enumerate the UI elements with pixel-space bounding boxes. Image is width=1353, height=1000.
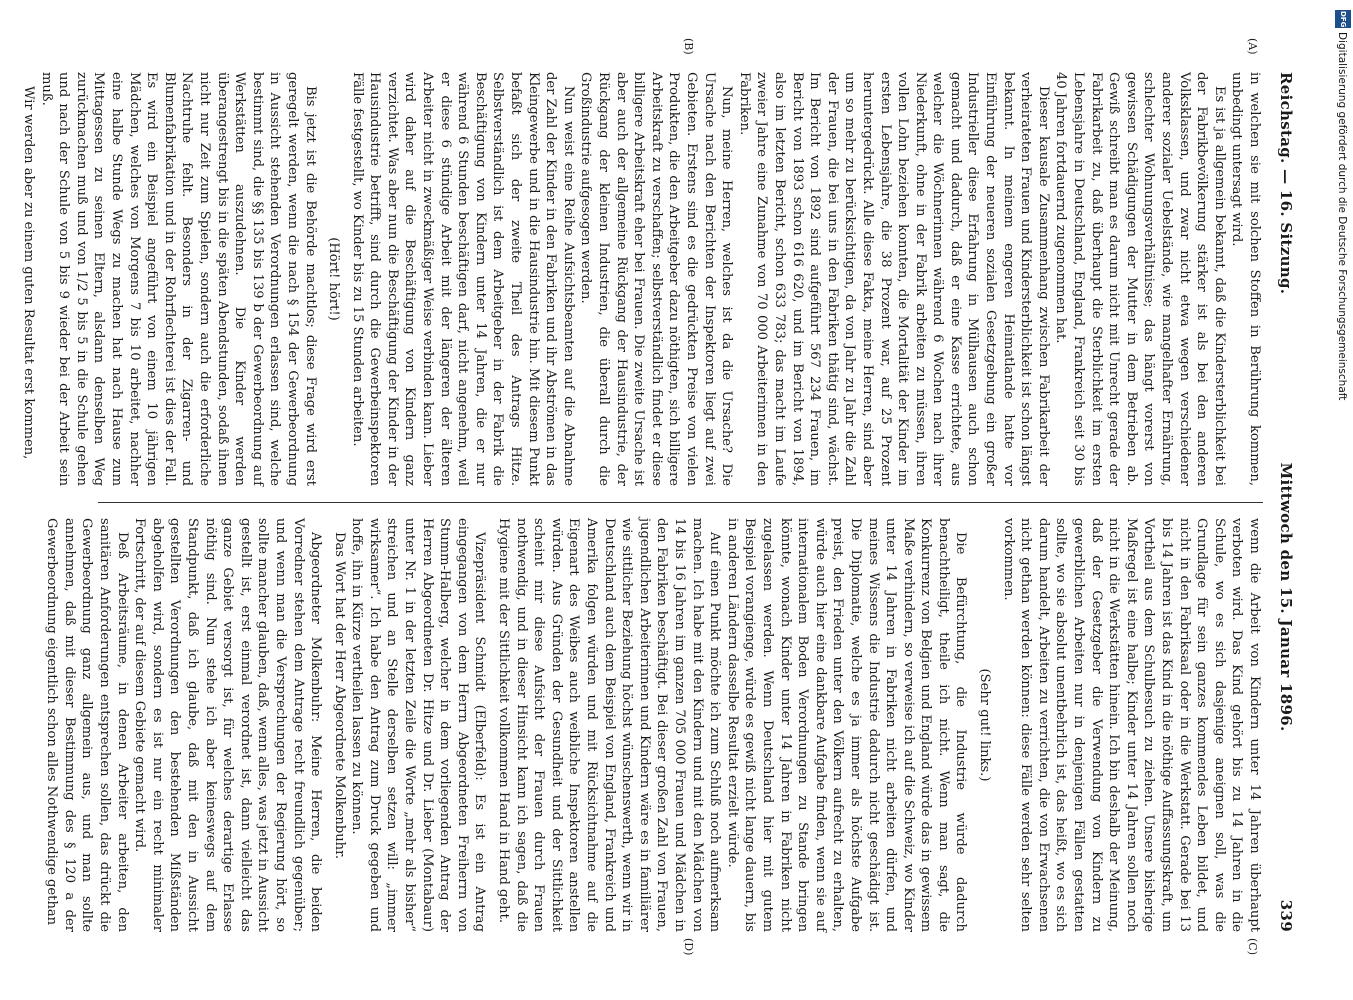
left-paragraph-3: Dieser kausale Zusammenhang zwischen Fabrikarbeit der verheirateten Frauen und Kindersterblichkeit ist schon längst bekannt. In meinem engeren Heimatlande hatte vor Einführung der neueren sozialen Gesetzgebung ein großer Industrieller diese Erfahrung in Mülhausen auch schon gemacht und dadurch, daß er eine Kasse errichtete, aus welcher die Wöchnerinnen während 6 Wochen nach ihrer Niederkunft, ohne in der Fabrik arbeiten zu müssen, ihren vollen Lohn beziehen konnten, die Mortalität der Kinder im ersten Lebensjahre, die 38 Prozent war, auf 25 Prozent heruntergedrückt. Alle diese Fakta, meine Herren, sind aber um so mehr zu berücksichtigen, da von Jahr zu Jahr die Zahl der Frauen, die bei uns in den Fabriken thätig sind, wächst. Im Bericht von 1892 sind aufgeführt 567 234 Frauen, im Bericht von 1893 schon 616 620, und im Bericht von 1894, also im letzten Bericht, schon 633 783; das macht im Laufe zweier Jahre eine Zunahme von 70 000 Arbeiterinnen in den Fabriken. <box>736 72 1051 486</box>
left-paragraph-1: in welchen sie mit solchen Stoffen in Berührung kommen, unbedingt untersagt wird. <box>1229 72 1262 486</box>
floor-assignment: Das Wort hat der Herr Abgeordnete Molkenbuhr. <box>331 532 347 860</box>
page-number: 339 <box>1277 899 1295 932</box>
vice-president-statement: Vizepräsident Schmidt (Elberfeld): Es ist ein Antrag eingegangen von dem Herrn Abgeordneten Freiherrn von Stumm-Halberg, welcher in dem vorliegenden Antrag der Herren Abgeordneten Dr. Hitze und Dr. Lieber (Montabaur) unter Nr. 1 in der letzten Zeile die Worte „mehr als bisher“ streichen und an Stelle derselben setzen will: „immer wirksamer“. Ich habe den Antrag zum Druck gegeben und hoffe, ihn in Kürze vertheilen lassen zu können. <box>349 518 488 932</box>
digitization-credit: Digitalisierung gefördert durch die Deutsche Forschungsgemeinschaft <box>1336 32 1348 401</box>
left-interjection: (Hört! hört!) <box>326 237 342 321</box>
left-paragraph-4: Nun, meine Herren, welches ist da die Ursache? Die Ursache nach den Berichten der Inspektoren liegt auf zwei Gebieten. Erstens sind es die gedrückten Preise von vielen Produkten, die den Arbeitgeber dazu nöthigten, sich billigere Arbeitskraft zu verschaffen; selbstverständlich findet er diese billigere Arbeitskraft eher bei Frauen. Die zweite Ursache ist aber auch der allgemeine Rückgang der Hausindustrie, der Rückgang der kleinen Industrien, die überall durch die Großindustrie aufgesogen werden. <box>578 72 735 486</box>
right-column <box>44 518 1263 932</box>
right-paragraph-1: wenn die Arbeit von Kindern unter 14 Jahren überhaupt verboten wird. Das Kind gehört bis zu 14 Jahren in die Schule, wo es sich dasjenige aneignen soll, was die Grundlage für sein ganzes kommendes Leben bildet, und nicht in den Fabriksaal oder in die Werkstatt. Gerade bei 13 bis 14 Jahren ist das Kind in die nöthige Auffassungskraft, um Vortheil aus dem Schulbesuch zu ziehen. Unsere bisherige Maßregel ist eine halbe; Kinder unter 14 Jahren sollen noch nicht in die Werkstätten hinein. Ich bin deshalb der Meinung, daß der Gesetzgeber die Verwendung von Kindern zu gewerblichen Arbeiten nur in denjenigen Fällen gestatten sollte, wo sie absolut unentbehrlich ist, das heißt, wo es sich darum handelt, Arbeiten zu verrichten, die von Erwachsenen nicht gethan werden können: diese Fälle werden sehr selten vorkommen. <box>1000 518 1262 932</box>
molkenbuhr-paragraph-1: Abgeordneter Molkenbuhr: Meine Herren, die beiden Vorredner stehen dem Antrage recht freundlich gegenüber; und wenn man die Versprechungen der Regierung hört, so sollte mancher glauben, daß, wenn alles, was jetzt in Aussicht gestellt ist, erst einmal verordnet ist, dann vielleicht das ganze Gebiet versorgt ist, für welches derartige Erlasse nöthig sind. Nun stehe ich aber keineswegs auf dem Standpunkt, daß ich glaube, daß mit den in Aussicht gestellten Verordnungen den bestehenden Mißständen abgeholfen wird, sondern es ist nur ein recht minimaler Fortschritt, der auf diesem Gebiete gemacht wird. <box>132 518 324 932</box>
header-date: Mittwoch den 15. Januar 1896. <box>1277 462 1295 732</box>
left-column <box>21 72 1263 486</box>
page-header <box>1269 72 1295 932</box>
left-paragraph-2: Es ist ja allgemein bekannt, daß die Kindersterblichkeit bei der Fabrikbevölkerung stärker ist als bei den anderen Volksklassen, und zwar nicht etwa wegen verschiedener anderer sozialer Uebelstände, wie mangelhafter Ernährung, schlechter Wohnungsverhältnisse; das hängt vorerst von gewissen Schädigungen der Mutter in dem Betrieben ab. Gewiß schreibt man es darum nicht mit Unrecht gerade der Fabrikarbeit zu, daß überhaupt die Sterblichkeit im ersten Lebensjahre in Deutschland, England, Frankreich seit 30 bis 40 Jahren fortdauernd zugenommen hat. <box>1053 72 1227 486</box>
molkenbuhr-paragraph-2: Deß Arbeitsräume, in denen Arbeiter arbeiten, den sanitären Anforderungen entsprechen sollen, das drückt die Gewerbeordnung ganz allgemein aus, und man sollte annehmen, daß mit dieser Bestimmung des § 120 a der Gewerbeordnung eigentlich schon alles Nothwendige gethan <box>44 518 130 932</box>
left-paragraph-6: Bis jetzt ist die Behörde machtlos; diese Frage wird erst geregelt werden, wenn die nach § 154 der Gewerbeordnung in Aussicht stehenden Verordnungen erlassen sind, welche bestimmt sind, die §§ 135 bis 139 b der Gewerbeordnung auf Werkstätten auszudehnen. Die Kinder werden überangestrengt bis in die späten Abendstunden, sodaß ihnen nicht nur Zeit zum Spielen, sondern auch die erforderliche Nachtruhe fehlt. Besonders in der Zigarren- und Blumenfabrikation und in der Rohrflechterei ist dies der Fall. Es wird ein Beispiel angeführt von einem 10 jährigen Mädchen, welches von Morgens 7 bis 10 arbeitet, nachher eine halbe Stunde Wegs zu machen hat nach Hause zum Mittagessen zu seinen Eltern, alsdann denselben Weg zurückmachen muß und von 1/2 5 bis 5 in die Schule gehen und nach der Schule von 5 bis 9 wieder bei der Arbeit sein muß. <box>38 72 318 486</box>
column-divider <box>98 502 1263 503</box>
dfg-logo: DFG <box>1335 10 1351 28</box>
right-paragraph-2: Die Befürchtung, die Industrie würde dadurch benachtheiligt, theile ich nicht. Wenn man sagt, die Konkurrenz von Belgien und England würde das in gewissem Maße verhindern, so verweise ich auf die Schweiz, wo Kinder unter 14 Jahren in Fabriken nicht arbeiten dürfen, und meines Wissens die Industrie dadurch nicht geschädigt ist. Die Diplomatie, welche es ja immer als höchste Aufgabe preist, den Frieden unter den Völkern aufrecht zu erhalten, würde auch hier eine dankbare Aufgabe finden, wenn sie auf internationalem Boden Verordnungen zu Stande bringen könnte, wonach Kinder unter 14 Jahren in Fabriken nicht zugelassen werden. Wenn Deutschland hier mit gutem Beispiel vorangienge, würde es gewiß nicht lange dauern, bis in anderen Ländern dasselbe Resultat erzielt würde. <box>724 518 969 932</box>
margin-marker-d: (D) <box>682 938 695 956</box>
right-paragraph-3: Auf einen Punkt möchte ich zum Schluß noch aufmerksam machen. Ich habe mit den Kindern und mit den Mädchen von 14 bis 16 Jahren im ganzen 705 000 Frauen und Mädchen in den Fabriken beschäftigt. Bei dieser großen Zahl von Frauen, jugendlichen Arbeiterinnen und Kindern wäre es in familiärer wie sittlicher Beziehung höchst wünschenswerth, wenn wir in Deutschland auch dem Beispiel von England, Frankreich und Amerika folgen würden und mit Rücksichtnahme auf die Eigenart des Weibes auch weibliche Inspektoren anstellen würden. Aus Gründen der Gesundheit und der Sittlichkeit scheint mir diese Aufsicht der Frauen durch Frauen nothwendig, und in dieser Hinsicht kann ich sagen, daß die Hygiene mit der Sittlichkeit vollkommen Hand in Hand geht. <box>496 518 723 932</box>
margin-marker-c: (C) <box>1246 938 1259 955</box>
rotated-newspaper-page <box>21 38 1295 956</box>
header-session: Reichstag. — 16. Sitzung. <box>1277 72 1295 295</box>
left-paragraph-7: Wir werden aber zu einem guten Resultat erst kommen, <box>21 86 37 460</box>
right-interjection: (Sehr gut! links.) <box>977 668 993 782</box>
left-paragraph-5: Nun weist eine Reihe Aufsichtsbeamten auf die Abnahme der Zahl der Kinder in den Fabriken und ihr Abströmen in das Kleingewerbe und in die Hausindustrie hin. Mit diesem Punkt befaßt sich der zweite Theil des Antrags Hitze. Selbstverständlich ist dem Arbeitgeber in der Fabrik die Beschäftigung von Kindern unter 14 Jahren, die er nur während 6 Stunden beschäftigen darf, nicht angenehm, weil er diese 6 stündige Arbeit mit der längeren der älteren Arbeiter nicht in zweckmäßiger Weise verbinden kann. Lieber wird daher auf die Beschäftigung von Kindern ganz verzichtet. Was aber nun die Beschäftigung der Kinder in der Hausindustrie betrifft, sind durch die Gewerbeinspektoren Fälle festgestellt, wo Kinder bis zu 15 Stunden arbeiten. <box>349 72 576 486</box>
margin-marker-b: (B) <box>682 38 695 55</box>
margin-marker-a: (A) <box>1246 38 1259 55</box>
